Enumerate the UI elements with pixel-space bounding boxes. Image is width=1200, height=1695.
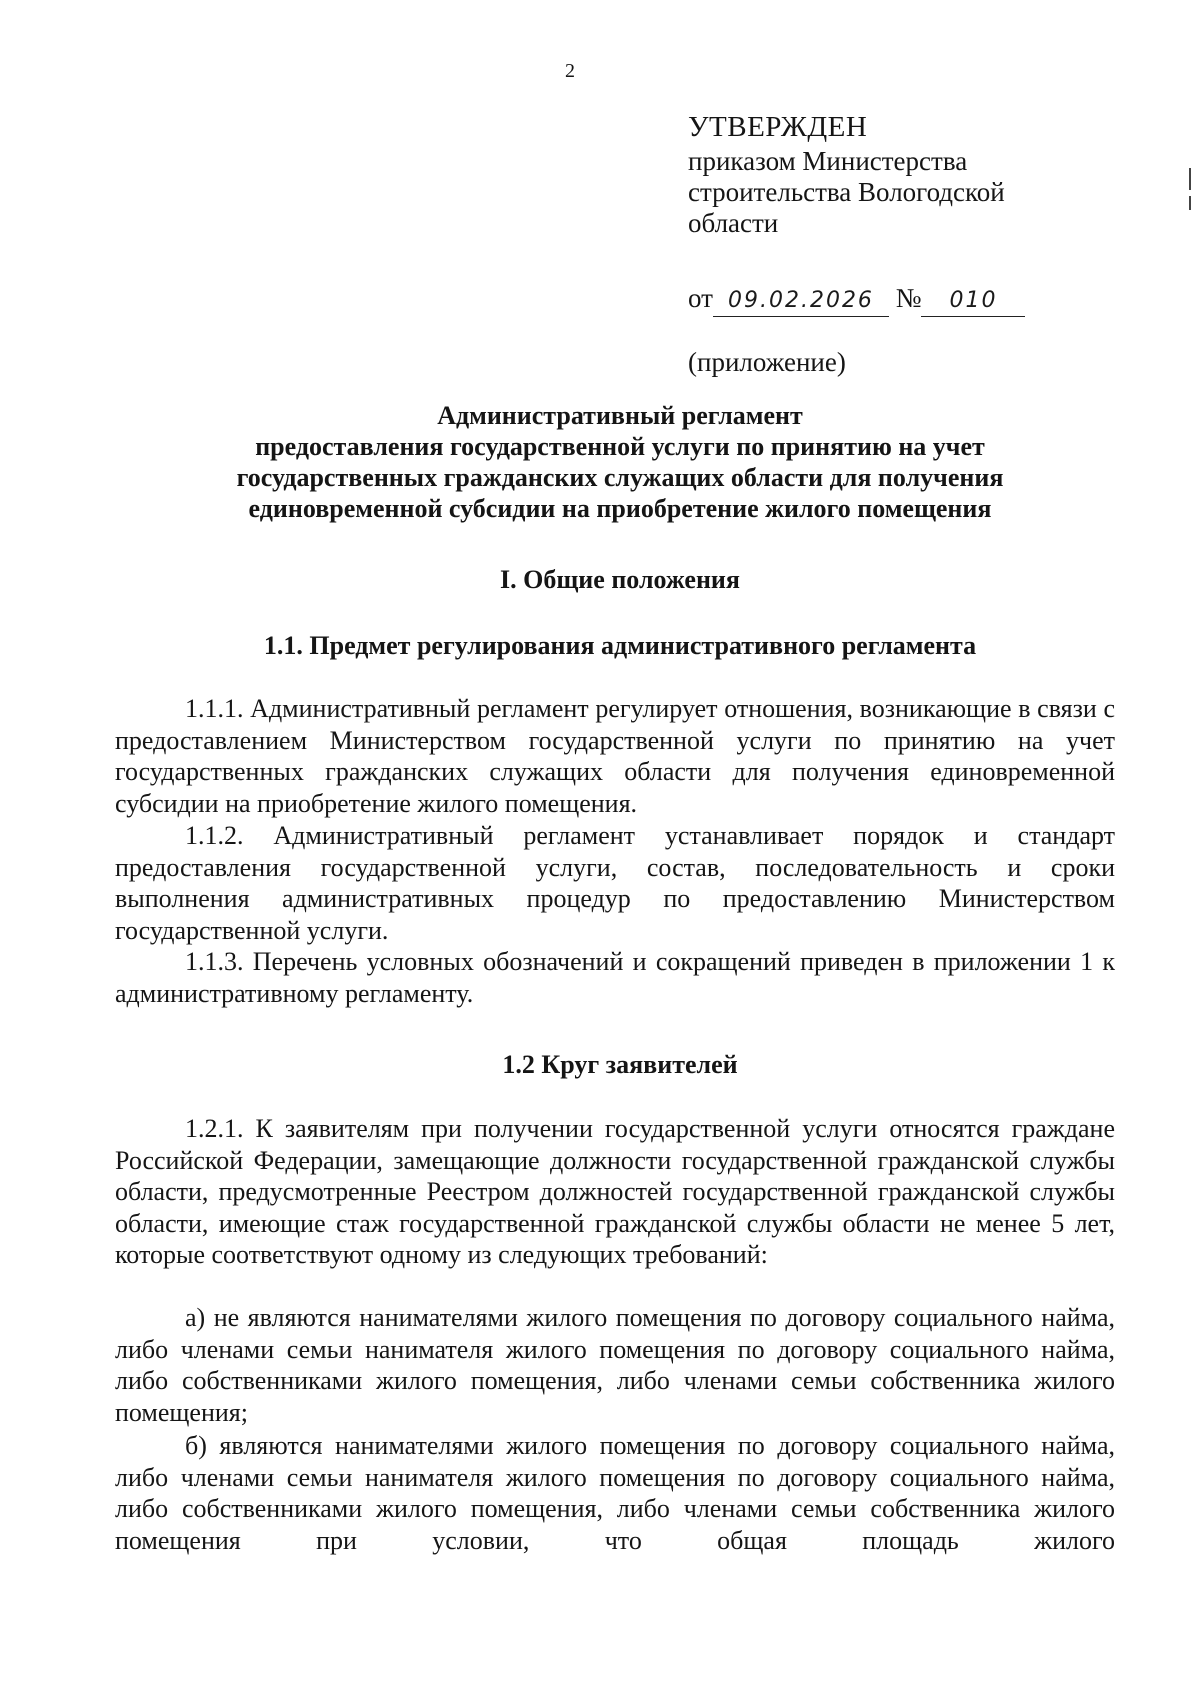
handwritten-order-number: 010 <box>921 285 1025 317</box>
document-title <box>115 400 1125 524</box>
number-sign: № <box>895 283 922 313</box>
scan-edge-mark <box>1189 168 1191 190</box>
title-line-4: единовременной субсидии на приобретение жилого помещения <box>248 494 992 523</box>
paragraph-1-2-1: 1.2.1. К заявителям при получении государственной услуги относятся граждане Российской Федерации, замещающие должности государственной гражданской службы области, предусмотренные Реестром должностей государственной гражданской службы области, имеющие стаж государственной гражданской службы области не менее 5 лет, которые соответствуют одному из следующих требований: <box>115 1114 1115 1269</box>
section-heading-general: I. Общие положения <box>500 565 740 594</box>
paragraph-item-a: а) не являются нанимателями жилого помещения по договору социального найма, либо членами семьи нанимателя жилого помещения по договору социального найма, либо собственниками жилого помещения, либо членами семьи собственника жилого помещения; <box>115 1303 1115 1427</box>
approved-label: УТВЕРЖДЕН <box>688 111 868 143</box>
subsection-heading-1-2: 1.2 Круг заявителей <box>502 1050 738 1079</box>
order-date-number-line <box>688 283 1025 317</box>
paragraph-1-1-1: 1.1.1. Административный регламент регулирует отношения, возникающие в связи с предоставлением Министерством государственной услуги по принятию на учет государственных гражданских служащих области для получения единовременной субсидии на приобретение жилого помещения. <box>115 694 1115 818</box>
paragraph-1-1-2: 1.1.2. Административный регламент устанавливает порядок и стандарт предоставления государственной услуги, состав, последовательность и сроки выполнения административных процедур по предоставлению Министерством государственной услуги. <box>115 821 1115 945</box>
title-line-1: Административный регламент <box>437 401 803 430</box>
subsection-heading-1-1: 1.1. Предмет регулирования административного регламента <box>263 631 977 660</box>
appendix-label: (приложение) <box>688 347 846 377</box>
handwritten-order-date: 09.02.2026 <box>713 285 889 317</box>
title-line-2: предоставления государственной услуги по принятию на учет <box>255 432 985 461</box>
approval-line-2: строительства Вологодской <box>688 177 1005 207</box>
scan-edge-mark <box>1189 196 1191 210</box>
paragraph-1-1-3: 1.1.3. Перечень условных обозначений и сокращений приведен в приложении 1 к административному регламенту. <box>115 947 1115 1008</box>
page-number: 2 <box>565 60 575 82</box>
title-line-3: государственных гражданских служащих области для получения <box>236 463 1004 492</box>
from-label: от <box>688 283 713 313</box>
paragraph-item-b: б) являются нанимателями жилого помещения по договору социального найма, либо членами семьи нанимателя жилого помещения по договору социального найма, либо собственниками жилого помещения, либо членами семьи собственника жилого помещения при условии, что общая площадь жилого <box>115 1431 1115 1555</box>
approval-line-3: области <box>688 208 779 238</box>
approval-line-1: приказом Министерства <box>688 146 968 176</box>
approval-stamp-block <box>688 112 1025 378</box>
